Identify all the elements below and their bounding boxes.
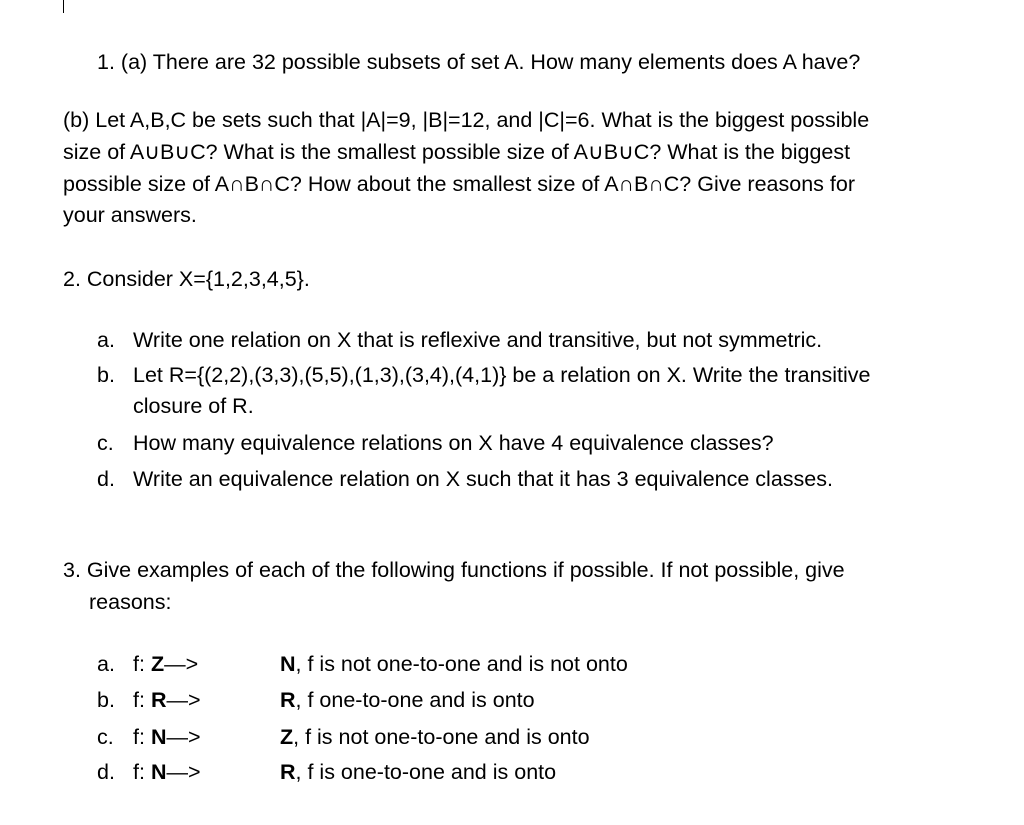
q3-func-a-domain: Z — [150, 652, 165, 676]
q2-item-b-text-2: closure of R. — [133, 394, 254, 418]
q3-func-a-codomain: N — [280, 652, 296, 676]
q3-func-b-desc: , f one-to-one and is onto — [295, 688, 535, 712]
q3-func-b-arrow: —> — [166, 688, 201, 712]
q3-func-d-prefix: f: — [133, 760, 145, 784]
q3-intro-line-2: reasons: — [89, 590, 172, 614]
q3-func-a-prefix: f: — [133, 652, 145, 676]
q2-item-b-label: b. — [97, 363, 115, 387]
q1b-line-2: size of A∪B∪C? What is the smallest possible size of A∪B∪C? What is the biggest — [63, 140, 851, 164]
q3-func-a-arrow: —> — [164, 652, 199, 676]
q2-item-a-label: a. — [97, 328, 115, 352]
text-cursor-mark — [63, 0, 64, 13]
q3-intro-line-1: 3. Give examples of each of the following functions if possible. If not possible, give — [63, 558, 845, 582]
q3-func-b-condition — [280, 685, 535, 715]
q3-func-d-condition — [280, 757, 556, 787]
q3-func-d-codomain: R — [280, 760, 296, 784]
q3-func-b-label: b. — [97, 688, 115, 712]
q3-func-c-domain: N — [150, 725, 167, 749]
q3-func-d-domain: N — [150, 760, 167, 784]
q3-func-c-prefix: f: — [133, 725, 145, 749]
q3-func-a-desc: , f is not one-to-one and is not onto — [295, 652, 628, 676]
q1b-line-1: (b) Let A,B,C be sets such that |A|=9, |B|=12, and |C|=6. What is the biggest possible — [63, 108, 870, 132]
q3-func-c-desc: , f is not one-to-one and is onto — [293, 725, 590, 749]
q2-item-c-text: How many equivalence relations on X have 4 equivalence classes? — [133, 431, 774, 455]
q3-func-d-label: d. — [97, 760, 115, 784]
q1b-line-4: your answers. — [63, 203, 197, 227]
q3-func-d-arrow: —> — [166, 760, 201, 784]
q1b-line-3: possible size of A∩B∩C? How about the smallest size of A∩B∩C? Give reasons for — [63, 172, 855, 196]
q2-item-b-text-1: Let R={(2,2),(3,3),(5,5),(1,3),(3,4),(4,1)} be a relation on X. Write the transitive — [133, 363, 871, 387]
q3-func-a-condition — [280, 649, 628, 679]
q3-func-a-signature — [133, 649, 198, 679]
q3-func-c-arrow: —> — [166, 725, 201, 749]
q3-func-d-signature — [133, 757, 201, 787]
q3-func-b-codomain: R — [280, 688, 296, 712]
q2-item-d-text: Write an equivalence relation on X such that it has 3 equivalence classes. — [133, 467, 833, 491]
q3-func-a-label: a. — [97, 652, 115, 676]
q1a-text: 1. (a) There are 32 possible subsets of set A. How many elements does A have? — [97, 50, 861, 74]
q3-func-d-desc: , f is one-to-one and is onto — [295, 760, 557, 784]
q3-func-b-signature — [133, 685, 201, 715]
q3-func-c-condition — [280, 722, 590, 752]
q2-intro: 2. Consider X={1,2,3,4,5}. — [63, 267, 310, 291]
q3-func-c-signature — [133, 722, 201, 752]
q2-item-c-label: c. — [97, 431, 114, 455]
q2-item-d-label: d. — [97, 467, 115, 491]
q3-func-b-domain: R — [150, 688, 167, 712]
q3-func-c-label: c. — [97, 725, 114, 749]
q3-func-c-codomain: Z — [280, 725, 294, 749]
q2-item-a-text: Write one relation on X that is reflexive and transitive, but not symmetric. — [133, 328, 823, 352]
q3-func-b-prefix: f: — [133, 688, 145, 712]
